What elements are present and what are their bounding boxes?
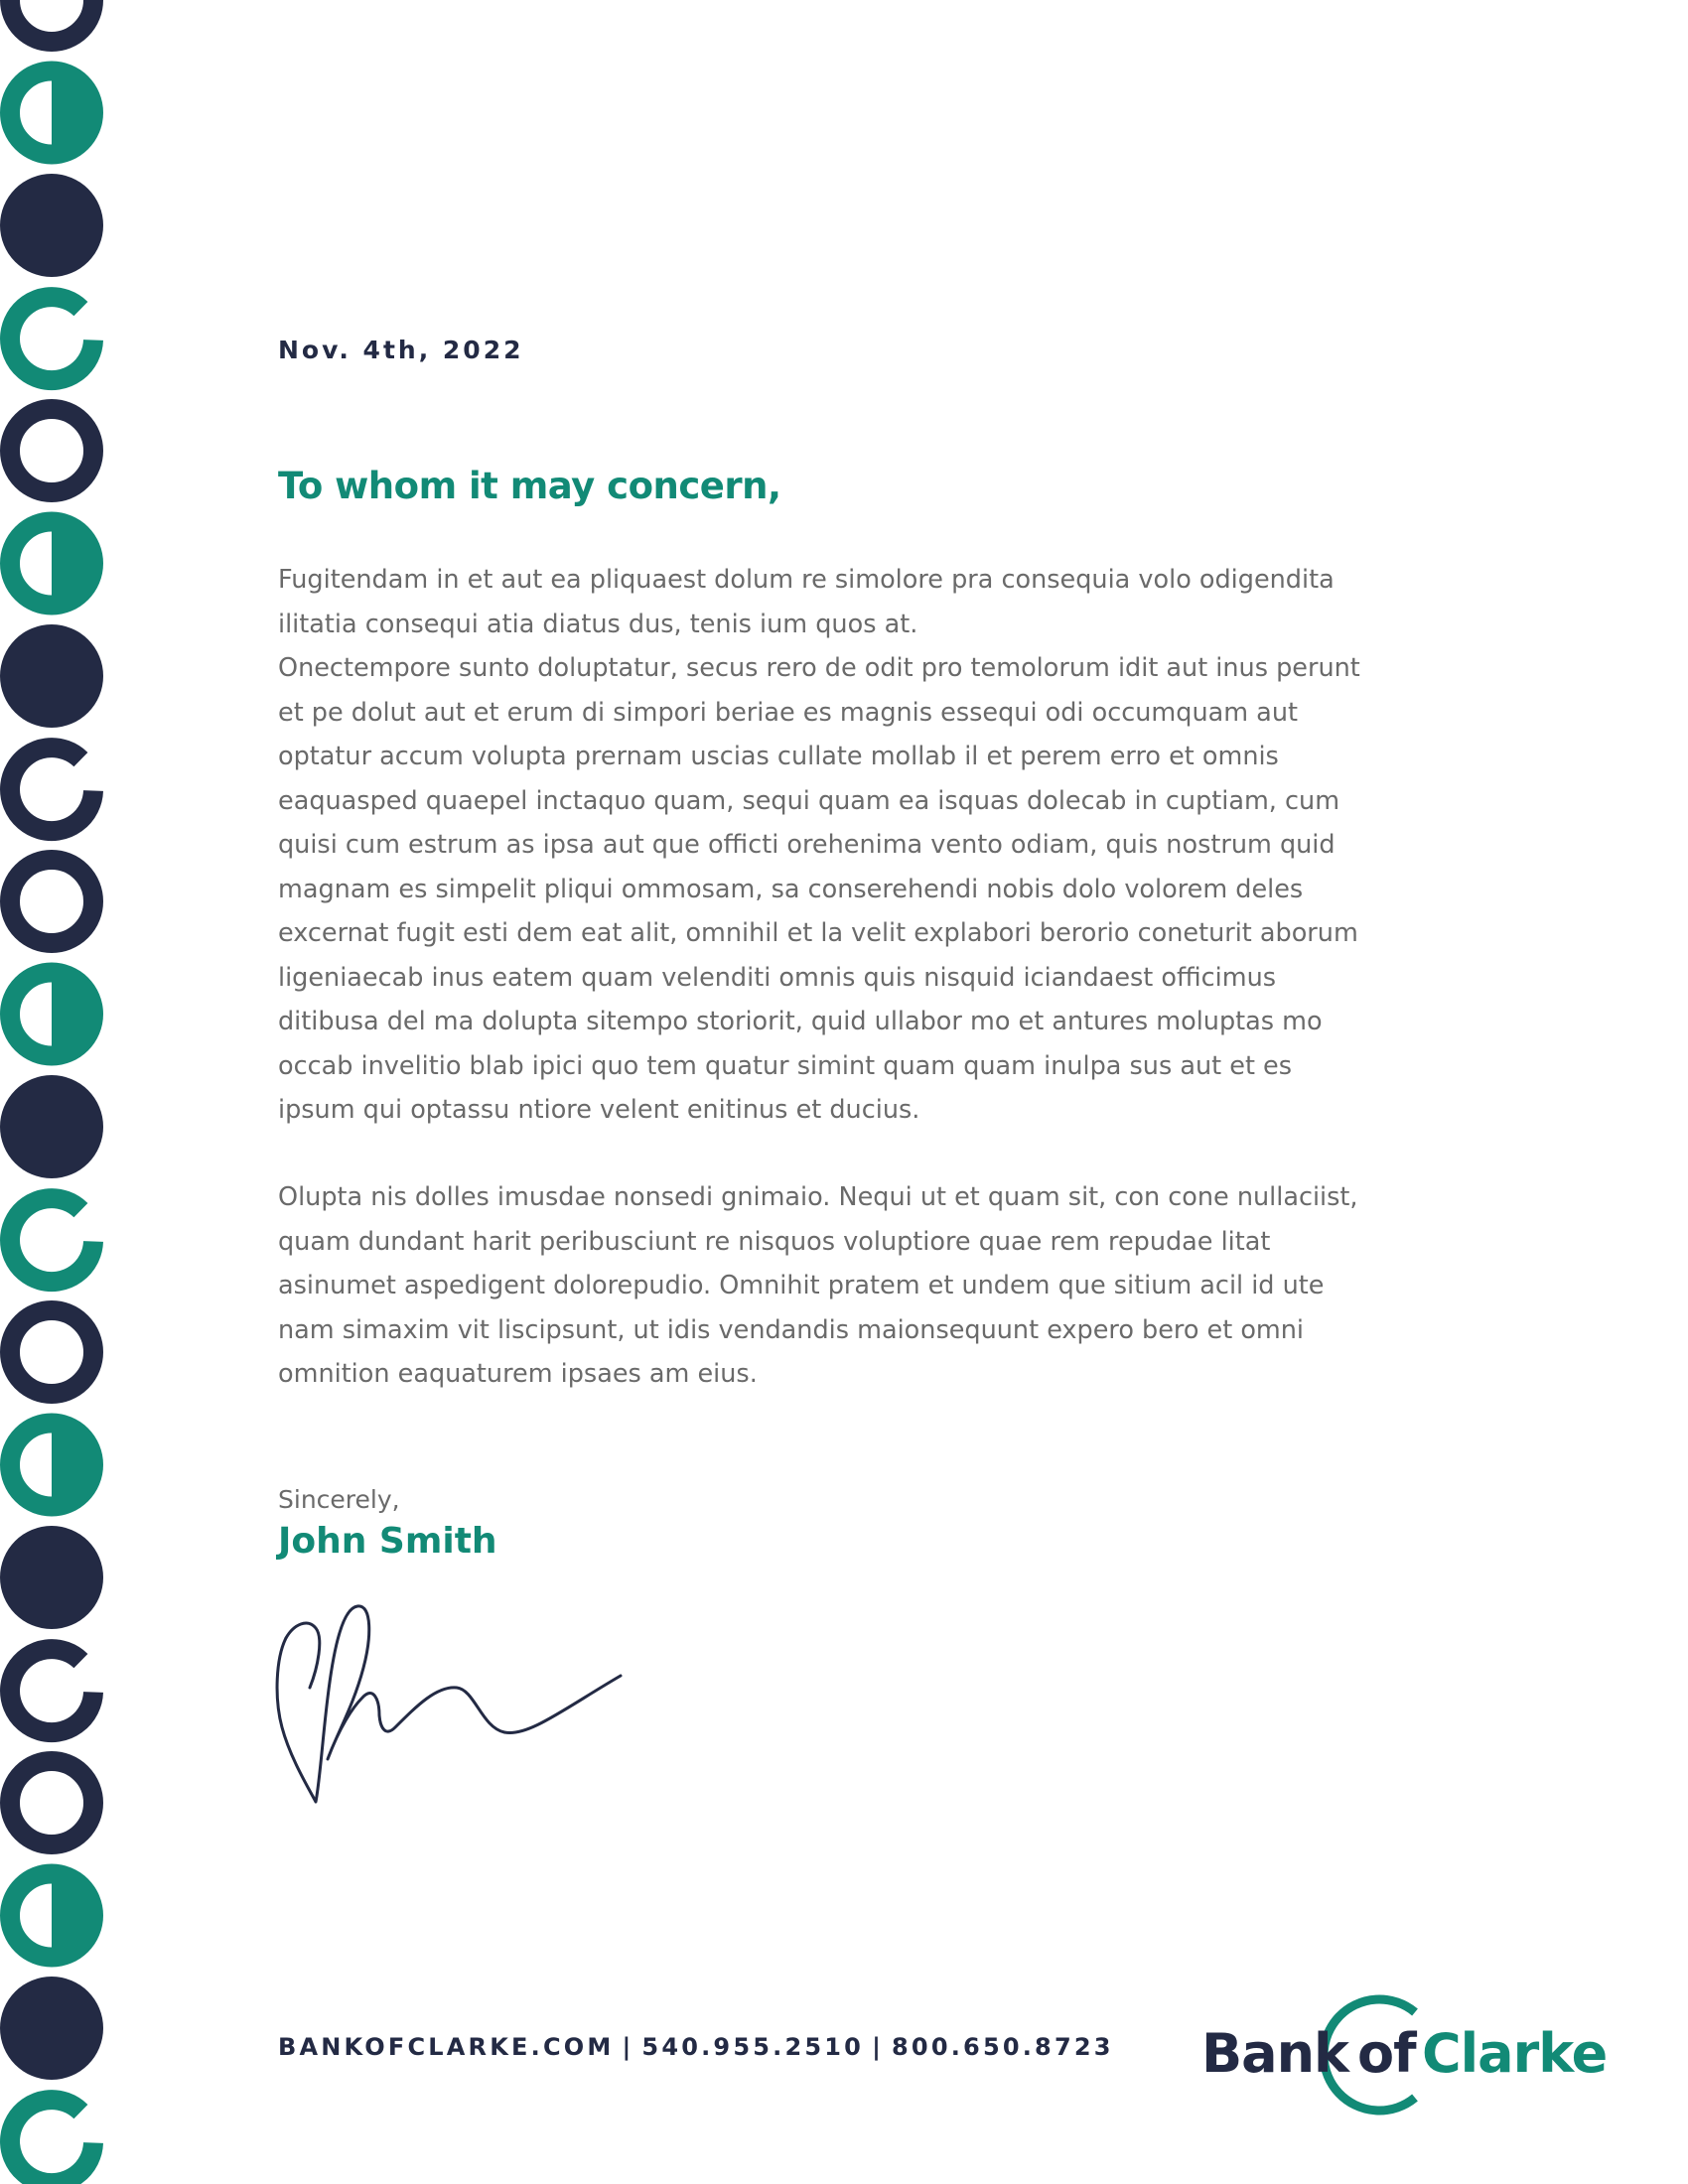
logo-word-of: of — [1357, 2022, 1416, 2085]
pattern-half-disc — [52, 1864, 103, 1968]
pattern-half-arc — [10, 1424, 52, 1507]
footer-contact-line — [278, 2033, 1114, 2061]
pattern-half-disc — [52, 963, 103, 1066]
pattern-ring — [10, 409, 93, 492]
logo-word-bank: Bank — [1201, 2022, 1348, 2085]
pattern-open-arc — [10, 748, 93, 831]
pattern-disc — [0, 1075, 103, 1178]
pattern-half-arc — [10, 973, 52, 1056]
footer-website[interactable]: BANKOFCLARKE.COM — [278, 2033, 615, 2061]
body-paragraph-2: Onectempore sunto doluptatur, secus rero de odit pro temolorum idit aut inus perunt et pe dolut aut et erum di simpori beriae es magnis essequi odi occumquam aut optatur accum volupta prernam uscias cullate mollab il et perem erro et omnis eaquasped quaepel inctaquo quam, sequi quam ea isquas dolecab in cuptiam, cum quisi cum estrum as ipsa aut que officti orehenima vento odiam, quis nostrum quid magnam es simpelit pliqui ommosam, sa conserehendi nobis dolo volorem deles excernat fugit esti dem eat alit, omnihil et la velit explabori berorio coneturit aborum ligeniaecab inus eatem quam velenditi omnis quis nisquid iciandaest officimus ditibusa del ma dolupta sitempo storiorit, quid ullabor mo et antures moluptas mo occab invelitio blab ipici quo tem quatur simint quam quam inulpa sus aut et es ipsum qui optassu ntiore velent enitinus et ducius. — [278, 653, 1360, 1125]
footer-separator: | — [622, 2033, 634, 2061]
bank-of-clarke-logo — [1201, 1990, 1608, 2119]
footer-phone-1[interactable]: 540.955.2510 — [641, 2033, 865, 2061]
logo-word-clarke: Clarke — [1422, 2022, 1608, 2085]
pattern-half-arc — [10, 522, 52, 606]
pattern-half-disc — [52, 1414, 103, 1517]
footer-separator: | — [872, 2033, 885, 2061]
pattern-ring — [10, 1310, 93, 1394]
signer-name: John Smith — [278, 1521, 497, 1562]
body-paragraph-3: Olupta nis dolles imusdae nonsedi gnimaio. Nequi ut et quam sit, con cone nullaciist, quam dundant harit peribusciunt re nisquos voluptiore quae rem repudae litat asinumet aspedigent dolorepudio. Omnihit pratem et undem que sitium acil id ute nam simaxim vit liscipsunt, ut idis vendandis maionsequunt expero bero et omni omnition eaquaturem ipsaes am eius. — [278, 1182, 1358, 1389]
pattern-open-arc — [10, 1649, 93, 1732]
pattern-half-arc — [10, 71, 52, 155]
pattern-ring — [10, 1761, 93, 1844]
pattern-disc — [0, 174, 103, 277]
pattern-open-arc — [10, 2100, 93, 2183]
pattern-open-arc — [10, 1198, 93, 1282]
letter-date: Nov. 4th, 2022 — [278, 336, 524, 364]
handwritten-signature — [268, 1588, 645, 1827]
footer-phone-2[interactable]: 800.650.8723 — [892, 2033, 1114, 2061]
pattern-open-arc — [10, 297, 93, 380]
pattern-half-disc — [52, 512, 103, 615]
body-paragraph-1: Fugitendam in et aut ea pliquaest dolum re simolore pra consequia volo odigendita ilitatia consequi atia diatus dus, tenis ium quos at. — [278, 565, 1335, 639]
pattern-half-disc — [52, 62, 103, 165]
letter-greeting: To whom it may concern, — [278, 465, 781, 507]
letter-closing: Sincerely, — [278, 1485, 400, 1514]
pattern-disc — [0, 1977, 103, 2080]
pattern-ring — [10, 0, 93, 42]
pattern-disc — [0, 624, 103, 728]
pattern-disc — [0, 1526, 103, 1629]
pattern-ring — [10, 860, 93, 943]
decorative-circle-pattern — [0, 0, 109, 2184]
pattern-half-arc — [10, 1874, 52, 1958]
